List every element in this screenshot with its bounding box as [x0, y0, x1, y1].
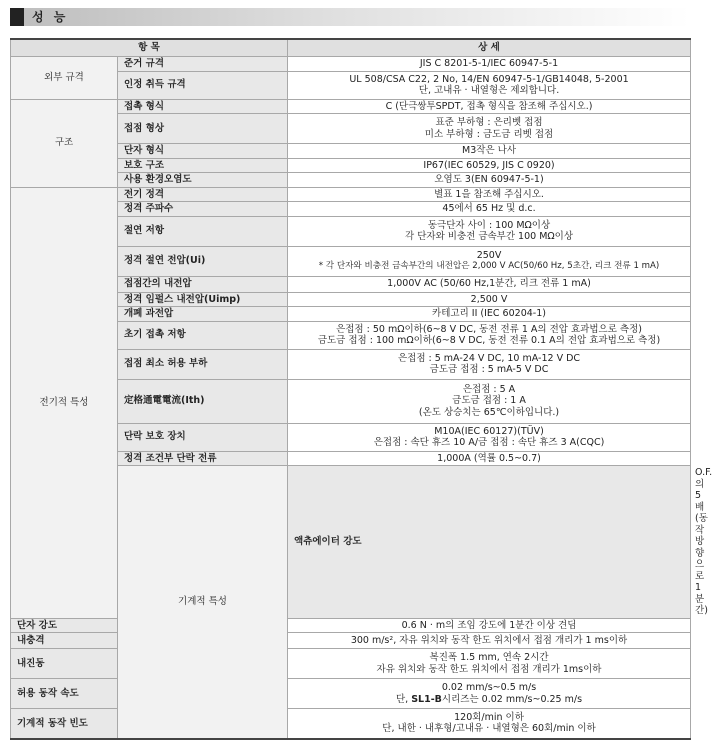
- row-value: 1,000A (역률 0.5~0.7): [288, 451, 691, 466]
- row-label: 개폐 과전압: [118, 307, 288, 322]
- row-label: 정격 절연 전압(Ui): [118, 246, 288, 276]
- row-label: 접점 형상: [118, 114, 288, 144]
- row-label: 보호 구조: [118, 158, 288, 173]
- table-row: [11, 709, 691, 739]
- row-value: 표준 부하형 : 은리벳 접점 미소 부하형 : 금도금 리벳 접점: [288, 114, 691, 144]
- row-value: 별표 1을 참조해 주십시오.: [288, 187, 691, 202]
- row-value: M10A(IEC 60127)(TÜV) 은접점 : 속단 휴즈 10 A/금 접점 : 속단 휴즈 3 A(CQC): [288, 423, 691, 451]
- table-header-row: [11, 39, 691, 57]
- table-row: [11, 633, 691, 649]
- row-value: 250V * 각 단자와 비충전 금속부간의 내전압은 2,000 V AC(50/60 Hz, 5초간, 리크 전류 1 mA): [288, 246, 691, 276]
- row-label: 액츄에이터 강도: [288, 466, 691, 619]
- row-label: 접점 최소 허용 부하: [118, 349, 288, 379]
- row-label: 단락 보호 장치: [118, 423, 288, 451]
- row-label: 定格通電電流(Ith): [118, 379, 288, 423]
- table-row: [11, 618, 691, 633]
- row-label: 준거 규격: [118, 57, 288, 72]
- table-row: [11, 649, 691, 679]
- row-value: 은접점 : 5 A 금도금 접점 : 1 A (온도 상승치는 65℃이하입니다.): [288, 379, 691, 423]
- row-value: UL 508/CSA C22, 2 No, 14/EN 60947-5-1/GB14048, 5-2001 단, 고내유 · 내열형은 제외합니다.: [288, 71, 691, 99]
- row-label: 인정 취득 규격: [118, 71, 288, 99]
- row-label: 초기 접촉 저항: [118, 321, 288, 349]
- row-label: 정격 조건부 단락 전류: [118, 451, 288, 466]
- row-value: 은접점 : 5 mA-24 V DC, 10 mA-12 V DC 금도금 접점 : 5 mA-5 V DC: [288, 349, 691, 379]
- row-value: M3작은 나사: [288, 144, 691, 159]
- section-header: [0, 0, 700, 32]
- section-header-bar: [10, 8, 690, 26]
- group-electrical: 전기적 특성: [11, 187, 118, 618]
- section-marker-icon: [10, 8, 24, 26]
- row-value: 1,000V AC (50/60 Hz,1분간, 리크 전류 1 mA): [288, 276, 691, 292]
- row-label: 단자 형식: [118, 144, 288, 159]
- row-label: 전기 정격: [118, 187, 288, 202]
- row-label: 정격 주파수: [118, 202, 288, 217]
- row-value: 카테고리 II (IEC 60204-1): [288, 307, 691, 322]
- row-label: 내충격: [11, 633, 118, 649]
- group-structure: 구조: [11, 99, 118, 187]
- header-item: 항 목: [11, 39, 288, 57]
- row-value: 300 m/s², 자유 위치와 동작 한도 위치에서 접점 개리가 1 ms이하: [288, 633, 691, 649]
- table-row: [11, 57, 691, 72]
- row-label: 내진동: [11, 649, 118, 679]
- row-label: 정격 임펄스 내전압(Uimp): [118, 292, 288, 307]
- performance-table: [10, 38, 712, 740]
- row-value: 45에서 65 Hz 및 d.c.: [288, 202, 691, 217]
- row-label: 단자 강도: [11, 618, 118, 633]
- row-value: 0.6 N · m의 조임 강도에 1분간 이상 견딤: [288, 618, 691, 633]
- row-value: 은접점 : 50 mΩ이하(6~8 V DC, 동전 전류 1 A의 전압 효과법으로 측정) 금도금 접점 : 100 mΩ이하(6~8 V DC, 동전 전류 0.1 A의 전압 효과법으로 측정): [288, 321, 691, 349]
- row-label: 접촉 형식: [118, 99, 288, 114]
- row-value: 동극단자 사이 : 100 MΩ이상 각 단자와 비충전 금속부간 100 MΩ이상: [288, 216, 691, 246]
- row-value: 120회/min 이하 단, 내한 · 내후형/고내유 · 내열형은 60회/min 이하: [288, 709, 691, 739]
- row-value: 오염도 3(EN 60947-5-1): [288, 173, 691, 188]
- row-label: 사용 환경오염도: [118, 173, 288, 188]
- row-value: 0.02 mm/s~0.5 m/s 단, SL1-B시리즈는 0.02 mm/s~0.25 m/s: [288, 679, 691, 709]
- table-row: [11, 679, 691, 709]
- row-label: 접점간의 내전압: [118, 276, 288, 292]
- row-value: 2,500 V: [288, 292, 691, 307]
- table-row: 기계적 특성 액츄에이터 강도 O.F.의 5배(동작 방향으로 1분간): [11, 466, 691, 619]
- header-detail: 상 세: [288, 39, 691, 57]
- row-label: 절연 저항: [118, 216, 288, 246]
- row-value: IP67(IEC 60529, JIS C 0920): [288, 158, 691, 173]
- row-value: C (단극쌍투SPDT, 접촉 형식을 참조해 주십시오.): [288, 99, 691, 114]
- row-value: JIS C 8201-5-1/IEC 60947-5-1: [288, 57, 691, 72]
- table-row: [11, 187, 691, 202]
- row-label: 기계적 동작 빈도: [11, 709, 118, 739]
- table-row: [11, 99, 691, 114]
- row-label: 허용 동작 속도: [11, 679, 118, 709]
- row-value: 복진폭 1.5 mm, 연속 2시간 자유 위치와 동작 한도 위치에서 접점 개리가 1ms이하: [288, 649, 691, 679]
- group-external: 외부 규격: [11, 57, 118, 100]
- group-mechanical: 기계적 특성: [118, 466, 288, 739]
- section-title: 성 능: [32, 10, 69, 24]
